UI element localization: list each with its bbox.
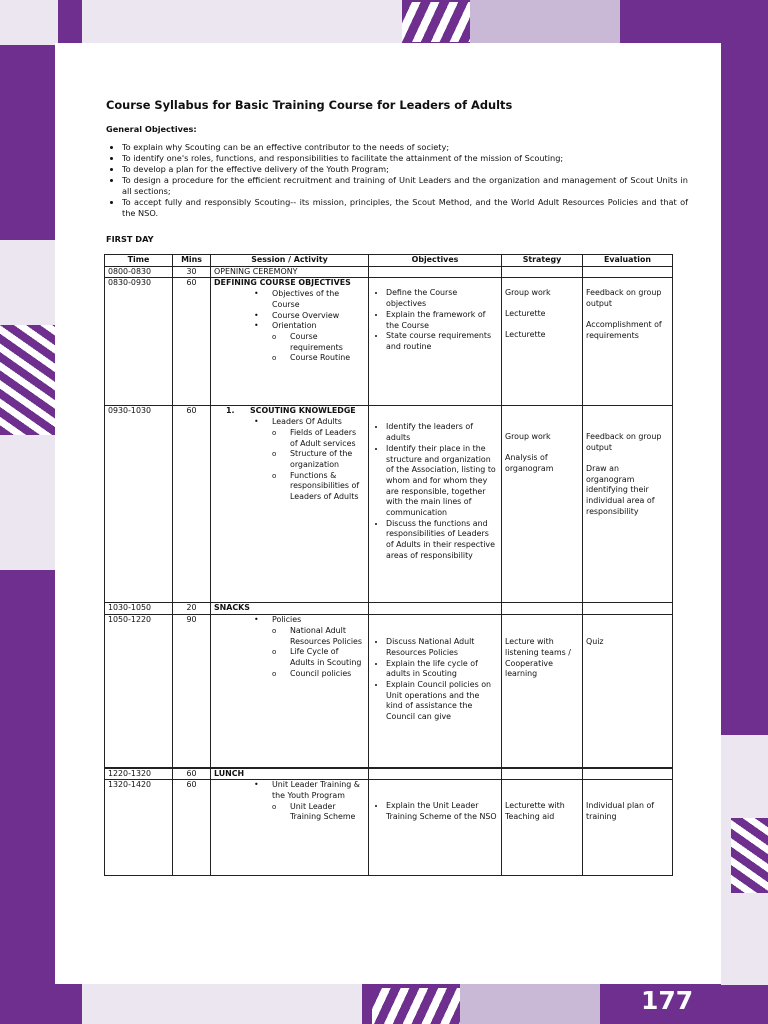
first-day-heading: FIRST DAY	[106, 234, 154, 244]
evaluation-text: Accomplishment of requirements	[586, 319, 662, 340]
session-list	[214, 780, 365, 823]
top-stripes-decoration	[402, 2, 470, 42]
time-cell: 1030-1050	[105, 603, 173, 615]
session-subitem: o Course Routine	[214, 353, 365, 364]
header-objectives: Objectives	[369, 255, 502, 267]
session-item: • Course Overview	[214, 311, 365, 322]
objectives-cell	[369, 278, 502, 406]
objective-item: • Discuss National Adult Resources Policies	[386, 637, 498, 658]
table-row	[105, 615, 673, 768]
strategy-text: Group work	[505, 288, 551, 298]
session-title-text: SCOUTING KNOWLEDGE	[250, 406, 356, 416]
bg-block-top-mid	[470, 0, 620, 45]
session-list	[214, 417, 365, 503]
objective-item: • To explain why Scouting can be an effective contributor to the needs of society;	[122, 142, 688, 153]
session-list	[214, 289, 365, 364]
session-number: 1.	[226, 406, 235, 416]
objectives-list	[106, 142, 688, 219]
evaluation-cell	[583, 278, 673, 406]
time-cell: 0930-1030	[105, 406, 173, 603]
objectives-cell	[369, 780, 502, 876]
strategy-text: Analysis of organogram	[505, 453, 554, 473]
session-subitem: o Council policies	[214, 669, 365, 680]
strategy-text: Lecturette with Teaching aid	[505, 801, 565, 822]
session-cell: SNACKS	[211, 603, 369, 615]
evaluation-cell	[583, 406, 673, 603]
left-stripes-decoration	[0, 325, 55, 435]
evaluation-text: Feedback on group output	[586, 288, 662, 309]
time-cell: 1050-1220	[105, 615, 173, 768]
strategy-cell	[502, 406, 583, 603]
session-cell	[211, 615, 369, 768]
session-subitem: o National Adult Resources Policies	[214, 626, 365, 647]
strategy-cell	[502, 780, 583, 876]
strategy-text: Lecture with listening teams / Cooperative learning	[505, 637, 571, 679]
evaluation-cell	[583, 603, 673, 615]
table-row	[105, 768, 673, 780]
time-cell: 0800-0830	[105, 266, 173, 278]
session-item: • Leaders Of Adults	[214, 417, 365, 428]
session-title	[214, 406, 365, 417]
evaluation-text: Feedback on group output	[586, 432, 662, 453]
bg-block-top-left	[0, 0, 58, 45]
general-objectives-heading: General Objectives:	[106, 124, 197, 134]
objective-item: • Discuss the functions and responsibilities of Leaders of Adults in their respective areas of responsibility	[386, 519, 498, 562]
evaluation-cell	[583, 768, 673, 780]
session-subitem: o Structure of the organization	[214, 449, 365, 470]
mins-cell: 20	[173, 603, 211, 615]
mins-cell: 60	[173, 278, 211, 406]
objective-item: • To develop a plan for the effective delivery of the Youth Program;	[122, 164, 688, 175]
session-cell: OPENING CEREMONY	[211, 266, 369, 278]
strategy-text: Group work	[505, 432, 551, 442]
objective-item: • Identify their place in the structure and organization of the Association, listing to whom and for whom they are responsible, together with the main lines of communication	[386, 444, 498, 519]
objectives-cell	[369, 615, 502, 768]
strategy-cell	[502, 278, 583, 406]
objective-item: • Explain the framework of the Course	[386, 310, 498, 331]
session-cell	[211, 780, 369, 876]
session-subitem: o Course requirements	[214, 332, 365, 353]
objectives-cell	[369, 603, 502, 615]
objective-item: • Define the Course objectives	[386, 288, 498, 309]
session-cell	[211, 278, 369, 406]
objectives-list	[372, 422, 498, 561]
bg-block-bottom	[82, 984, 362, 1024]
objectives-cell	[369, 768, 502, 780]
objective-item: • Explain the life cycle of adults in Scouting	[386, 659, 498, 680]
evaluation-cell	[583, 615, 673, 768]
table-row	[105, 406, 673, 603]
session-item: • Unit Leader Training & the Youth Program	[214, 780, 365, 801]
mins-cell: 60	[173, 768, 211, 780]
bg-block-top	[82, 0, 402, 45]
evaluation-cell	[583, 266, 673, 278]
bg-block-bottom-right	[460, 984, 600, 1024]
session-subitem: o Unit Leader Training Scheme	[214, 802, 365, 823]
page-title: Course Syllabus for Basic Training Course for Leaders of Adults	[106, 98, 513, 112]
time-cell: 0830-0930	[105, 278, 173, 406]
page-number: 177	[641, 986, 694, 1015]
strategy-cell	[502, 615, 583, 768]
objective-item: • Explain the Unit Leader Training Scheme of the NSO	[386, 801, 498, 822]
objectives-list	[372, 288, 498, 352]
objectives-list	[372, 801, 498, 822]
table-row	[105, 278, 673, 406]
objectives-cell	[369, 266, 502, 278]
table-row	[105, 266, 673, 278]
strategy-text: Lecturette	[505, 329, 546, 339]
table-header-row	[105, 255, 673, 267]
table-row	[105, 780, 673, 876]
session-subitem: o Life Cycle of Adults in Scouting	[214, 647, 365, 668]
session-title: DEFINING COURSE OBJECTIVES	[214, 278, 351, 288]
session-list	[214, 615, 365, 679]
evaluation-text: Draw an organogram identifying their individual area of responsibility	[586, 463, 655, 516]
session-item: • Policies	[214, 615, 365, 626]
objectives-cell	[369, 406, 502, 603]
objective-item: • To accept fully and responsibly Scouting-- its mission, principles, the Scout Method, and the World Adult Resources Policies and that of the NSO.	[122, 197, 688, 219]
schedule-table	[104, 254, 673, 876]
strategy-cell	[502, 603, 583, 615]
table-row	[105, 603, 673, 615]
objectives-list	[372, 637, 498, 723]
header-strategy: Strategy	[502, 255, 583, 267]
objective-item: • State course requirements and routine	[386, 331, 498, 352]
mins-cell: 60	[173, 780, 211, 876]
session-subitem: o Functions & responsibilities of Leaders of Adults	[214, 471, 365, 503]
evaluation-text: Quiz	[586, 637, 604, 647]
bottom-stripes-decoration	[372, 988, 460, 1024]
objective-item: • Identify the leaders of adults	[386, 422, 498, 443]
mins-cell: 30	[173, 266, 211, 278]
session-item: • Orientation	[214, 321, 365, 332]
time-cell: 1320-1420	[105, 780, 173, 876]
strategy-cell	[502, 266, 583, 278]
objective-item: • Explain Council policies on Unit operations and the kind of assistance the Council can give	[386, 680, 498, 723]
session-cell	[211, 406, 369, 603]
mins-cell: 90	[173, 615, 211, 768]
time-cell: 1220-1320	[105, 768, 173, 780]
session-item: • Objectives of the Course	[214, 289, 365, 310]
evaluation-text: Individual plan of training	[586, 801, 655, 822]
header-time: Time	[105, 255, 173, 267]
strategy-text: Lecturette	[505, 309, 546, 319]
header-session: Session / Activity	[211, 255, 369, 267]
strategy-cell	[502, 768, 583, 780]
right-stripes-decoration	[731, 818, 768, 893]
session-cell: LUNCH	[211, 768, 369, 780]
header-evaluation: Evaluation	[583, 255, 673, 267]
session-subitem: o Fields of Leaders of Adult services	[214, 428, 365, 449]
evaluation-cell	[583, 780, 673, 876]
mins-cell: 60	[173, 406, 211, 603]
header-mins: Mins	[173, 255, 211, 267]
objective-item: • To design a procedure for the efficient recruitment and training of Unit Leaders and the organization and management of Scout Units in all sections;	[122, 175, 688, 197]
objective-item: • To identify one's roles, functions, and responsibilities to facilitate the attainment of the mission of Scouting;	[122, 153, 688, 164]
